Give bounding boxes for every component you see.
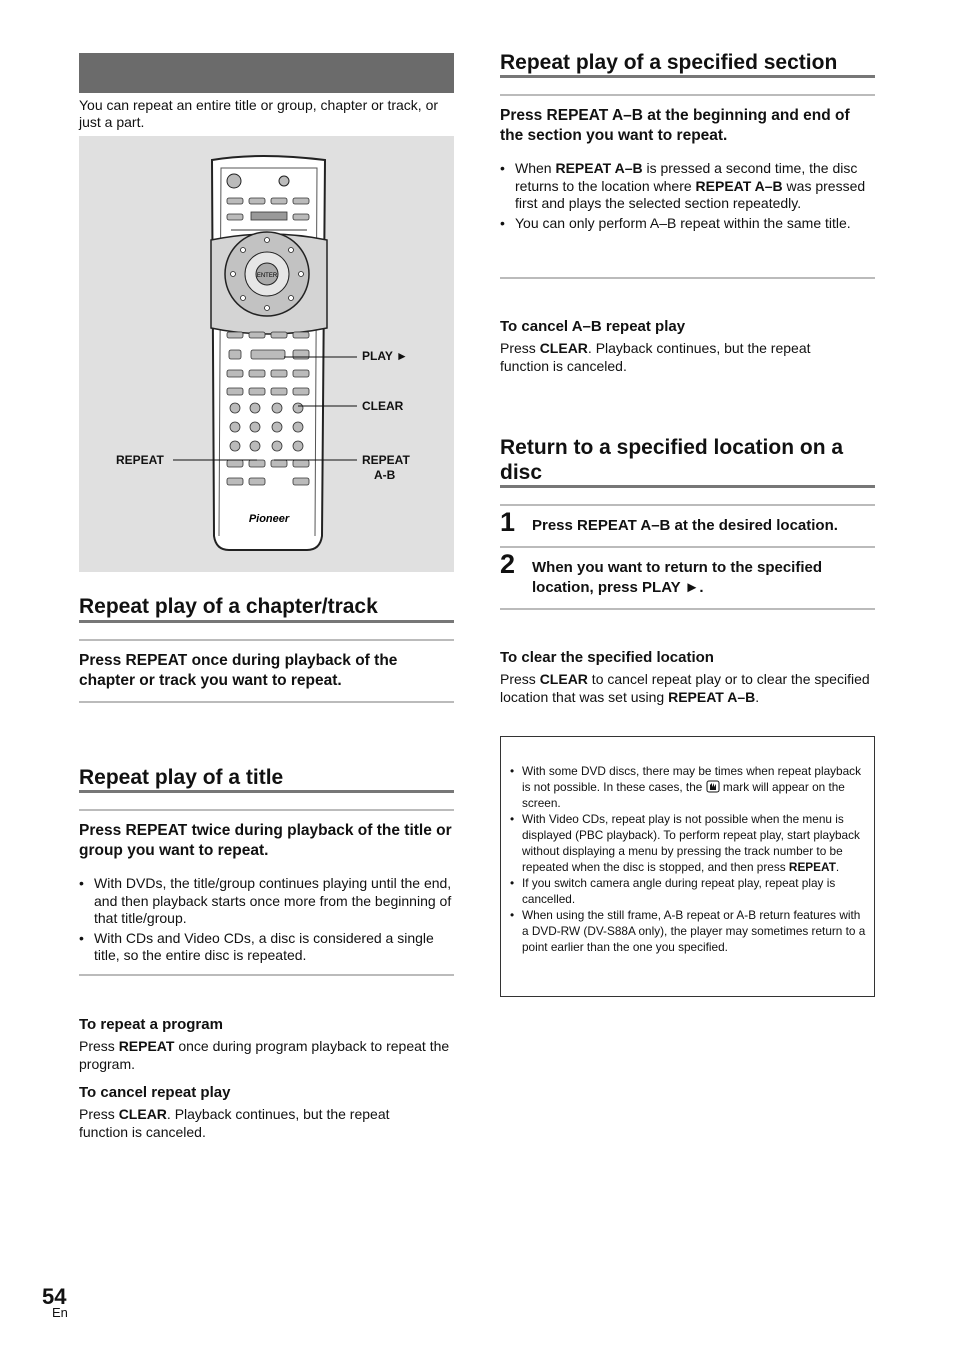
heading-rule — [500, 75, 875, 78]
brand-logo: Pioneer — [248, 513, 290, 525]
divider — [500, 94, 875, 96]
paragraph-cancel-repeat: Press CLEAR. Playback continues, but the repeat function is canceled. — [79, 1106, 390, 1140]
clear-callout: CLEAR — [362, 399, 404, 413]
divider — [500, 277, 875, 279]
list-item: • When REPEAT A–B is pressed a second time, the disc returns to the location where REPEAT A–B was pressed first and plays the selected section repeatedly. — [500, 160, 870, 213]
instruction-section: Press REPEAT A–B at the beginning and end of the section you want to repeat. — [500, 107, 850, 144]
prohibited-hand-icon — [706, 780, 720, 793]
subheading-cancel-repeat: To cancel repeat play — [79, 1084, 231, 1101]
heading-repeat-title: Repeat play of a title — [79, 766, 284, 789]
divider — [500, 546, 875, 548]
list-item: • With some DVD discs, there may be times when repeat playback is not possible. In these cases, the mark will appear on the screen. — [510, 763, 866, 811]
enter-label: ENTER — [256, 273, 278, 279]
heading-rule — [79, 790, 454, 793]
subheading-cancel-ab: To cancel A–B repeat play — [500, 318, 686, 335]
remote-control-figure — [79, 136, 454, 572]
step-number: 2 — [500, 549, 516, 579]
divider — [79, 809, 454, 811]
section-notes-list — [500, 160, 870, 234]
list-item: • With DVDs, the title/group continues playing until the end, and then playback starts once more from the beginning of that title/group. — [79, 875, 454, 928]
intro-text: You can repeat an entire title or group, chapter or track, or just a part. — [79, 97, 439, 130]
title-notes-list — [79, 875, 454, 967]
divider — [500, 504, 875, 506]
repeat-ab-callout-line1: REPEAT — [362, 453, 410, 467]
paragraph-clear-location: Press CLEAR to cancel repeat play or to clear the specified location that was set using REPEAT A–B. — [500, 671, 870, 705]
instruction-title: Press REPEAT twice during playback of the title or group you want to repeat. — [79, 822, 452, 859]
play-callout: PLAY ► — [362, 349, 408, 363]
divider — [79, 639, 454, 641]
step-2-text: When you want to return to the specified location, press PLAY ►. — [532, 559, 823, 596]
notes-box — [500, 736, 875, 997]
paragraph-repeat-program: Press REPEAT once during program playback to repeat the program. — [79, 1038, 450, 1072]
page-number: 54 — [42, 1284, 67, 1309]
heading-rule — [79, 620, 454, 623]
list-item: • If you switch camera angle during repeat play, repeat play is cancelled. — [510, 875, 866, 907]
step-number: 1 — [500, 507, 516, 537]
language-code: En — [52, 1305, 68, 1320]
repeat-ab-callout — [362, 453, 410, 483]
list-item: • When using the still frame, A-B repeat or A-B return features with a DVD-RW (DV-S88A only), the player may sometimes return to a point earlier than the one you specified. — [510, 907, 866, 955]
heading-return-location: Return to a specified location on a disc — [500, 436, 844, 484]
heading-repeat-section: Repeat play of a specified section — [500, 51, 838, 74]
divider — [79, 701, 454, 703]
subheading-clear-location: To clear the specified location — [500, 649, 714, 666]
list-item: • With CDs and Video CDs, a disc is considered a single title, so the entire disc is repeated. — [79, 930, 454, 965]
repeat-callout: REPEAT — [116, 453, 164, 467]
subheading-repeat-program: To repeat a program — [79, 1016, 223, 1033]
step-1-text: Press REPEAT A–B at the desired location. — [532, 517, 838, 534]
list-item: • With Video CDs, repeat play is not possible when the menu is displayed (PBC playback). To perform repeat play, start playback without displaying a menu by pressing the track number to be repeated when the disc is stopped, and then press REPEAT. — [510, 811, 866, 875]
divider — [500, 608, 875, 610]
divider — [79, 974, 454, 976]
paragraph-cancel-ab: Press CLEAR. Playback continues, but the repeat function is canceled. — [500, 340, 811, 374]
section-header-band — [79, 53, 454, 93]
heading-rule — [500, 485, 875, 488]
list-item: • You can only perform A–B repeat within the same title. — [500, 215, 870, 233]
heading-repeat-chapter: Repeat play of a chapter/track — [79, 595, 378, 618]
repeat-ab-callout-line2: A-B — [374, 468, 396, 482]
notes-list — [510, 763, 866, 955]
instruction-chapter: Press REPEAT once during playback of the chapter or track you want to repeat. — [79, 652, 398, 689]
